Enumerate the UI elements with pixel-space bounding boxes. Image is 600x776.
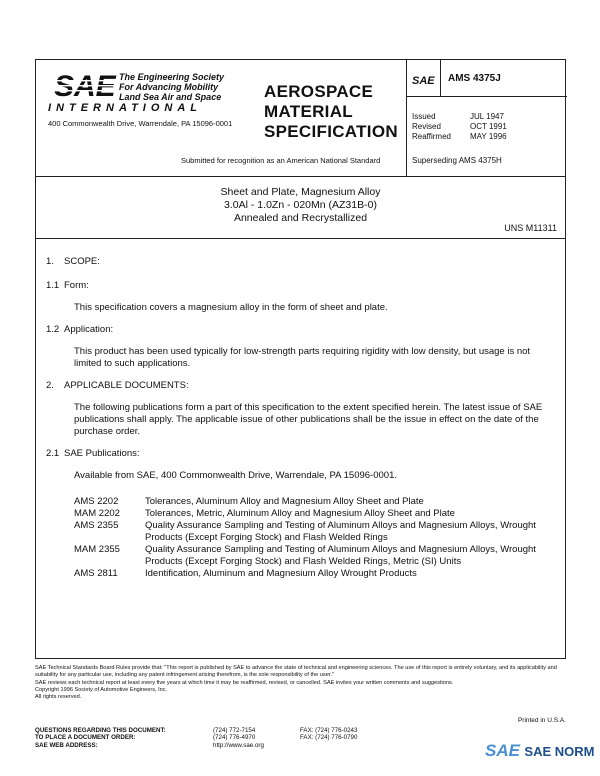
section-heading: 1.1 Form: [46, 280, 89, 291]
sae-norm-watermark [485, 741, 594, 761]
svg-text:SAE: SAE [412, 75, 435, 85]
document-footer [35, 665, 566, 701]
web-address-link[interactable]: http://www.sae.org [213, 741, 264, 749]
review-text: SAE reviews each technical report at least every five years at which time it may be reaffirmed, revised, or cancelled. SAE invites your written comments and suggestions. [35, 679, 454, 686]
international-label: INTERNATIONAL [48, 102, 203, 114]
superseding-note: Superseding AMS 4375H [412, 156, 502, 165]
uns-number: UNS M11311 [504, 223, 557, 233]
sae-norm-text: SAE NORM [524, 744, 595, 759]
rights-text: All rights reserved. [35, 694, 82, 701]
title-divider [36, 238, 565, 239]
society-tagline: The Engineering Society For Advancing Mobility Land Sea Air and Space [119, 72, 225, 102]
reference-item: AMS 2202 Tolerances, Aluminum Alloy and Magnesium Alloy Sheet and Plate [74, 496, 424, 507]
spec-type-title: AEROSPACE MATERIAL SPECIFICATION [264, 82, 398, 141]
ansi-note: Submitted for recognition as an American National Standard [181, 156, 381, 165]
doc-number-box [406, 60, 567, 97]
sae-small-logo-icon [412, 73, 436, 85]
doc-number: AMS 4375J [448, 73, 501, 84]
policy-text: SAE Technical Standards Board Rules provide that: "This report is published by SAE to advance the state of technical and engineering sciences. The use of this report is entirely voluntary, and its applicability and suitability for any particular use, including any patent infringement arising therefrom, is the sole responsibility of the user." [35, 665, 557, 679]
doc-number-divider [440, 60, 441, 96]
section-paragraph: This specification covers a magnesium alloy in the form of sheet and plate. [74, 302, 388, 313]
reference-item: AMS 2355 Quality Assurance Sampling and Testing of Aluminum Alloys and Magnesium Alloys, Wrought Products (Except Forging Stock) and Flash Welded Rings [74, 520, 536, 543]
spec-document-frame [35, 59, 566, 659]
date-row-reaffirmed: Reaffirmed MAY 1996 [412, 132, 507, 141]
section-heading: 1.2 Application: [46, 324, 114, 335]
issue-dates [412, 112, 507, 142]
header-address: 400 Commonwealth Drive, Warrendale, PA 15096-0001 [48, 119, 233, 128]
reference-item: MAM 2202 Tolerances, Metric, Aluminum Alloy and Magnesium Alloy Sheet and Plate [74, 508, 455, 519]
date-row-revised: Revised OCT 1991 [412, 122, 507, 131]
section-paragraph: This product has been used typically for low-strength parts requiring rigidity with low density, but usage is not limited to such applications. [74, 346, 531, 369]
sae-logo-icon [54, 68, 118, 102]
section-paragraph: Available from SAE, 400 Commonwealth Drive, Warrendale, PA 15096-0001. [74, 470, 397, 481]
section-heading: 2. APPLICABLE DOCUMENTS: [46, 380, 189, 391]
date-row-issued: Issued JUL 1947 [412, 112, 504, 121]
document-header [36, 60, 565, 177]
reference-item: AMS 2811 Identification, Aluminum and Magnesium Alloy Wrought Products [74, 568, 417, 579]
spec-body [46, 256, 551, 580]
section-heading: 1. SCOPE: [46, 256, 100, 267]
reference-item: MAM 2355 Quality Assurance Sampling and Testing of Aluminum Alloys and Magnesium Alloys, Wrought Products (Except Forging Stock) and Flash Welded Rings, Metric (SI) Units [74, 544, 536, 567]
printed-note: Printed in U.S.A. [517, 717, 566, 724]
spec-title: Sheet and Plate, Magnesium Alloy 3.0Al - 1.0Zn - 020Mn (AZ31B-0) Annealed and Recrystallized [220, 186, 381, 224]
section-heading: 2.1 SAE Publications: [46, 448, 140, 459]
sae-norm-logo-icon: SAE [485, 741, 520, 760]
section-paragraph: The following publications form a part of this specification to the extent specified herein. The latest issue of SAE publications shall apply. The applicable issue of other publications shall be the issue in effect on the date of the purchase order. [74, 402, 543, 437]
copyright-text: Copyright 1996 Society of Automotive Engineers, Inc. [35, 686, 168, 693]
